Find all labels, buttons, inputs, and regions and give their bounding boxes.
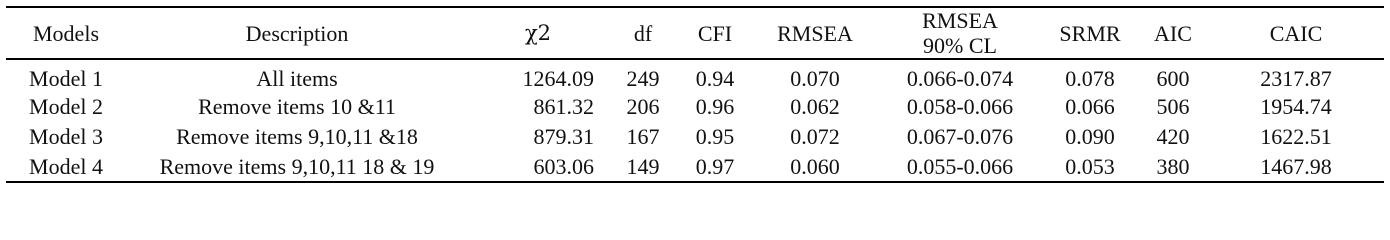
cell-model: Model 1	[29, 66, 103, 91]
cell-srmr: 0.090	[1065, 124, 1115, 149]
header-description: Description	[126, 7, 468, 59]
cell-caic: 1622.51	[1260, 124, 1332, 149]
cell-caic: 1954.74	[1260, 94, 1332, 119]
cell-chi2: 1264.09	[522, 66, 594, 91]
cell-rmsea: 0.060	[790, 153, 840, 179]
cell-aic: 506	[1156, 94, 1190, 119]
cell-description: Remove items 9,10,11 18 & 19	[159, 153, 435, 179]
header-models: Models	[6, 7, 126, 59]
header-rmsea: RMSEA	[752, 7, 878, 59]
cell-cfi: 0.96	[695, 94, 735, 119]
table-row	[6, 152, 1384, 182]
header-rmsea-ci-line1: RMSEA	[922, 8, 998, 33]
header-srmr: SRMR	[1042, 7, 1138, 59]
cell-aic: 600	[1156, 66, 1190, 91]
header-aic: AIC	[1138, 7, 1208, 59]
cell-cfi: 0.94	[695, 66, 735, 91]
cell-caic: 2317.87	[1260, 66, 1332, 91]
table-row	[6, 122, 1384, 152]
cell-rmsea-ci: 0.058-0.066	[906, 94, 1014, 119]
cell-df: 249	[626, 66, 660, 91]
header-chi2: χ2	[468, 7, 608, 59]
cell-srmr: 0.066	[1065, 94, 1115, 119]
cell-description: Remove items 9,10,11 &18	[176, 124, 418, 149]
table-row	[6, 59, 1384, 92]
cell-description: All items	[256, 66, 338, 91]
header-df: df	[608, 7, 678, 59]
cell-cfi: 0.95	[695, 124, 735, 149]
cell-rmsea-ci: 0.055-0.066	[906, 153, 1014, 179]
cell-description: Remove items 10 &11	[198, 94, 396, 119]
cell-df: 206	[626, 94, 660, 119]
cell-chi2: 603.06	[533, 153, 594, 179]
cell-caic: 1467.98	[1260, 153, 1332, 179]
model-fit-table	[6, 6, 1384, 183]
header-cfi: CFI	[678, 7, 752, 59]
cell-df: 167	[626, 124, 660, 149]
header-rmsea-ci	[878, 7, 1042, 59]
cell-model: Model 3	[29, 124, 103, 149]
cell-chi2: 879.31	[533, 124, 594, 149]
cell-aic: 380	[1156, 153, 1190, 179]
cell-srmr: 0.078	[1065, 66, 1115, 91]
cell-aic: 420	[1156, 124, 1190, 149]
table-row	[6, 92, 1384, 122]
cell-cfi: 0.97	[695, 153, 735, 179]
cell-rmsea-ci: 0.066-0.074	[906, 66, 1014, 91]
cell-model: Model 2	[29, 94, 103, 119]
cell-chi2: 861.32	[533, 94, 594, 119]
cell-df: 149	[626, 153, 660, 179]
cell-model: Model 4	[29, 153, 103, 179]
header-caic: CAIC	[1208, 7, 1384, 59]
header-rmsea-ci-line2: 90% CL	[923, 33, 997, 58]
header-row	[6, 7, 1384, 59]
cell-rmsea-ci: 0.067-0.076	[906, 124, 1014, 149]
cell-rmsea: 0.070	[790, 66, 840, 91]
cell-srmr: 0.053	[1065, 153, 1115, 179]
cell-rmsea: 0.062	[790, 94, 840, 119]
cell-rmsea: 0.072	[790, 124, 840, 149]
